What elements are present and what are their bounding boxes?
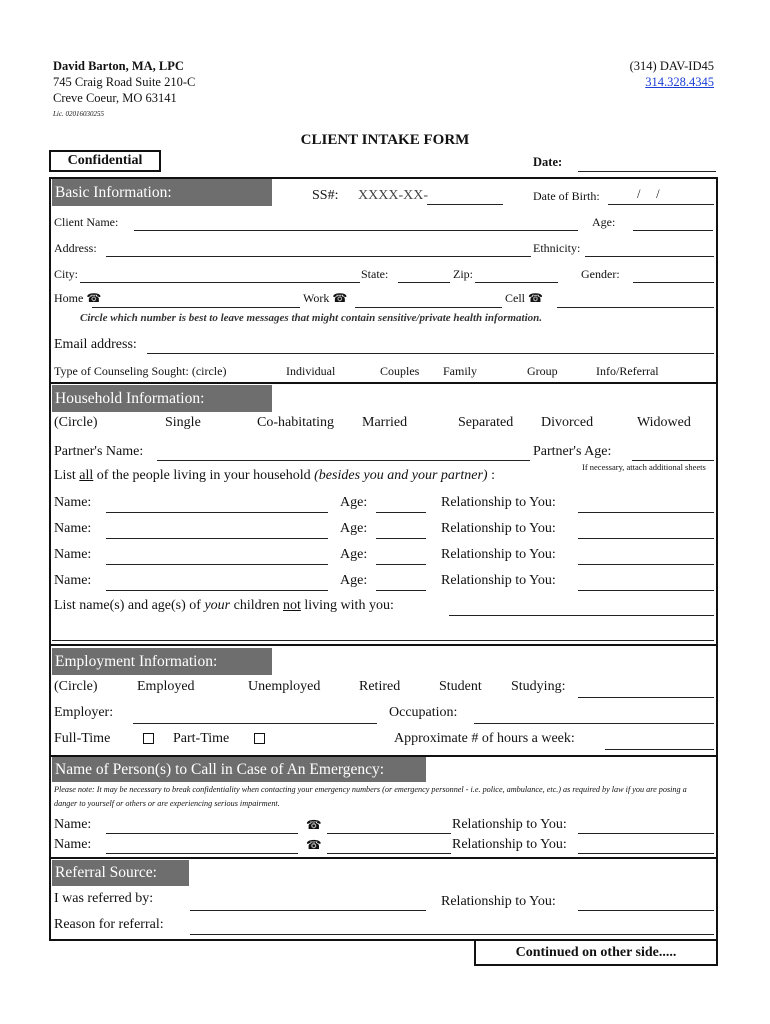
emergency-phone-field-1[interactable] xyxy=(327,833,451,834)
phone-icon: ☎ xyxy=(306,818,322,832)
age-label: Age: xyxy=(340,495,368,510)
phone-alpha: (314) DAV-ID45 xyxy=(629,59,714,73)
occupation-field[interactable] xyxy=(474,723,714,724)
address-line-2: Creve Coeur, MO 63141 xyxy=(53,91,177,105)
referred-by-label: I was referred by: xyxy=(54,891,154,906)
part-time-checkbox[interactable] xyxy=(254,733,265,744)
name-field[interactable] xyxy=(106,512,328,513)
continued-label: Continued on other side..... xyxy=(515,945,677,960)
emergency-heading: Name of Person(s) to Call in Case of An Emergency: xyxy=(52,757,426,782)
ss-prefix: XXXX-XX- xyxy=(358,188,428,203)
age-label: Age: xyxy=(340,573,368,588)
referral-relationship-label: Relationship to You: xyxy=(441,894,556,909)
employer-label: Employer: xyxy=(54,705,114,720)
date-field[interactable] xyxy=(578,171,716,172)
children-not: not xyxy=(283,598,301,613)
list-all: all xyxy=(79,468,94,483)
referral-reason-label: Reason for referral: xyxy=(54,917,164,932)
emergency-note: Please note: It may be necessary to break confidentiality when contacting your emergency numbers (or emergency personnel - i.e. police, ambulance, etc.) as required by law if you are posing a danger to yourself or others or are experiencing serious impairment. xyxy=(54,785,687,808)
full-time-checkbox[interactable] xyxy=(143,733,154,744)
home-phone-label xyxy=(54,291,101,306)
children-a: List name(s) and age(s) of xyxy=(54,598,205,613)
zip-label: Zip: xyxy=(453,267,473,281)
phone-link[interactable]: 314.328.4345 xyxy=(645,75,714,89)
employment-employed[interactable]: Employed xyxy=(137,679,195,694)
date-label: Date: xyxy=(533,155,563,169)
cell-phone-label xyxy=(505,291,543,306)
emergency-relationship-field-1[interactable] xyxy=(578,833,714,834)
age-field[interactable] xyxy=(376,512,426,513)
status-cohabitating[interactable]: Co-habitating xyxy=(257,415,334,430)
address-label: Address: xyxy=(54,241,97,255)
phone-icon: ☎ xyxy=(306,838,322,852)
phone-icon: ☎ xyxy=(86,291,102,305)
state-label: State: xyxy=(361,267,389,281)
name-label: Name: xyxy=(54,521,92,536)
email-label: Email address: xyxy=(54,337,137,352)
hours-field[interactable] xyxy=(605,749,714,750)
name-field[interactable] xyxy=(106,590,328,591)
counseling-option-info-referral[interactable]: Info/Referral xyxy=(596,364,659,378)
list-italic: (besides you and your partner) xyxy=(314,468,488,483)
emergency-name-label-2: Name: xyxy=(54,837,92,852)
age-field[interactable] xyxy=(376,538,426,539)
status-divorced[interactable]: Divorced xyxy=(541,415,594,430)
dob-field[interactable] xyxy=(608,204,714,205)
partner-name-label: Partner's Name: xyxy=(54,444,144,459)
address-line-1: 745 Craig Road Suite 210-C xyxy=(53,75,196,89)
age-label: Age: xyxy=(340,547,368,562)
home-label: Home xyxy=(54,291,84,305)
phone-note: Circle which number is best to leave messages that might contain sensitive/private health information. xyxy=(80,312,543,324)
partner-name-field[interactable] xyxy=(157,460,530,461)
referral-relationship-field[interactable] xyxy=(578,910,714,911)
relationship-field[interactable] xyxy=(578,564,714,565)
referral-heading: Referral Source: xyxy=(52,860,189,886)
work-phone-field[interactable] xyxy=(355,307,502,308)
partner-age-label: Partner's Age: xyxy=(533,444,612,459)
emergency-name-field-1[interactable] xyxy=(106,833,298,834)
household-circle-label: (Circle) xyxy=(54,415,98,430)
children-b: children xyxy=(230,598,283,613)
relationship-field[interactable] xyxy=(578,590,714,591)
relationship-label: Relationship to You: xyxy=(441,547,556,562)
employment-circle-label: (Circle) xyxy=(54,679,98,694)
relationship-label: Relationship to You: xyxy=(441,573,556,588)
ethnicity-label: Ethnicity: xyxy=(533,241,581,255)
address-field[interactable] xyxy=(106,256,531,257)
emergency-phone-field-2[interactable] xyxy=(327,853,451,854)
confidential-badge xyxy=(49,150,161,172)
basic-info-heading: Basic Information: xyxy=(52,179,272,206)
children-field-2[interactable] xyxy=(52,640,714,641)
attach-note: If necessary, attach additional sheets xyxy=(582,462,706,472)
occupation-label: Occupation: xyxy=(389,705,458,720)
part-time-label: Part-Time xyxy=(173,731,230,746)
name-label: Name: xyxy=(54,495,92,510)
household-list-instruction xyxy=(54,468,495,484)
letterhead xyxy=(53,58,195,119)
referral-reason-field[interactable] xyxy=(190,934,714,935)
counseling-option-group[interactable]: Group xyxy=(527,364,558,378)
work-phone-label xyxy=(303,291,347,306)
children-c: living with you: xyxy=(300,598,394,613)
name-label: Name: xyxy=(54,573,92,588)
license-number: Lic. 02016030255 xyxy=(53,110,104,118)
hours-label: Approximate # of hours a week: xyxy=(394,731,575,746)
contact-block xyxy=(630,58,714,90)
continued-box xyxy=(474,939,718,966)
state-field[interactable] xyxy=(398,282,450,283)
gender-field[interactable] xyxy=(633,282,714,283)
children-field-1[interactable] xyxy=(449,615,714,616)
employment-heading: Employment Information: xyxy=(52,648,272,675)
referred-by-field[interactable] xyxy=(190,910,426,911)
cell-label: Cell xyxy=(505,291,525,305)
age-field[interactable] xyxy=(376,590,426,591)
list-mid: of the people living in your household xyxy=(93,468,315,483)
relationship-field[interactable] xyxy=(578,538,714,539)
ss-label: SS#: xyxy=(312,188,339,203)
full-time-label: Full-Time xyxy=(54,731,111,746)
confidential-label: Confidential xyxy=(67,153,143,168)
emergency-relationship-label-2: Relationship to You: xyxy=(452,837,567,852)
relationship-label: Relationship to You: xyxy=(441,495,556,510)
employment-retired[interactable]: Retired xyxy=(359,679,401,694)
studying-label: Studying: xyxy=(511,679,566,694)
list-end: : xyxy=(487,468,495,483)
ethnicity-field[interactable] xyxy=(585,256,714,257)
children-label xyxy=(54,598,394,614)
ss-field[interactable] xyxy=(427,204,503,205)
emergency-name-field-2[interactable] xyxy=(106,853,298,854)
name-label: Name: xyxy=(54,547,92,562)
name-field[interactable] xyxy=(106,538,328,539)
household-heading: Household Information: xyxy=(52,385,272,412)
status-separated[interactable]: Separated xyxy=(458,415,514,430)
emergency-relationship-field-2[interactable] xyxy=(578,853,714,854)
client-name-field[interactable] xyxy=(134,230,578,231)
work-label: Work xyxy=(303,291,330,305)
counseling-option-family[interactable]: Family xyxy=(443,364,478,378)
city-label: City: xyxy=(54,267,79,281)
children-your: your xyxy=(204,598,231,613)
counseling-option-couples[interactable]: Couples xyxy=(380,364,420,378)
counselor-name: David Barton, MA, LPC xyxy=(53,59,184,73)
employment-student[interactable]: Student xyxy=(439,679,482,694)
phone-icon: ☎ xyxy=(528,291,543,305)
list-prefix: List xyxy=(54,468,80,483)
gender-label: Gender: xyxy=(581,267,620,281)
status-widowed[interactable]: Widowed xyxy=(637,415,691,430)
relationship-label: Relationship to You: xyxy=(441,521,556,536)
city-field[interactable] xyxy=(80,282,360,283)
employment-unemployed[interactable]: Unemployed xyxy=(248,679,321,694)
form-title: CLIENT INTAKE FORM xyxy=(300,132,470,148)
name-field[interactable] xyxy=(106,564,328,565)
status-married[interactable]: Married xyxy=(362,415,408,430)
phone-icon: ☎ xyxy=(332,291,348,305)
zip-field[interactable] xyxy=(475,282,558,283)
client-name-label: Client Name: xyxy=(54,215,119,229)
cell-phone-field[interactable] xyxy=(557,307,714,308)
emergency-name-label-1: Name: xyxy=(54,817,92,832)
counseling-option-individual[interactable]: Individual xyxy=(286,364,336,378)
age-field[interactable] xyxy=(633,230,713,231)
studying-field[interactable] xyxy=(578,697,714,698)
age-label: Age: xyxy=(592,215,616,229)
emergency-relationship-label-1: Relationship to You: xyxy=(452,817,567,832)
email-field[interactable] xyxy=(147,353,714,354)
age-label: Age: xyxy=(340,521,368,536)
age-field[interactable] xyxy=(376,564,426,565)
employer-field[interactable] xyxy=(133,723,377,724)
dob-slashes: / / xyxy=(637,187,660,201)
status-single[interactable]: Single xyxy=(165,415,201,430)
home-phone-field[interactable] xyxy=(92,307,300,308)
counseling-type-label: Type of Counseling Sought: (circle) xyxy=(54,364,227,378)
dob-label: Date of Birth: xyxy=(533,189,600,203)
relationship-field[interactable] xyxy=(578,512,714,513)
